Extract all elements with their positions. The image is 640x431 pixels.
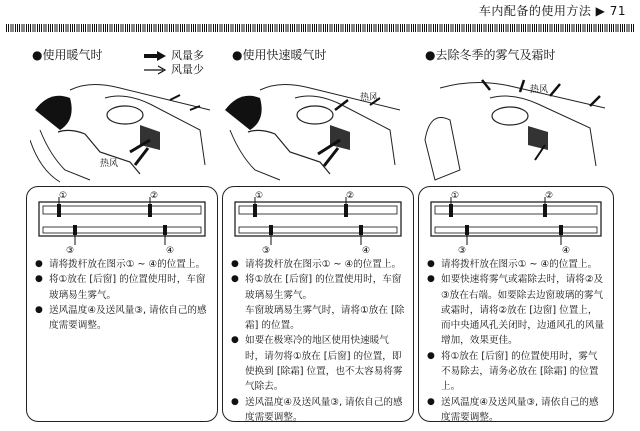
- callout-3: ③: [457, 246, 467, 256]
- bullet-item: ● 请将拨杆放在图示① ~ ④的位置上。: [231, 257, 407, 272]
- bullet-item: ● 将①放在 [后窗] 的位置使用时，雾气不易除去，请务必放在 [除霜] 的位置上。: [427, 349, 607, 395]
- control-panel-diagram-2: [229, 189, 407, 261]
- bullet-item: ● 将①放在 [后窗] 的位置使用时，车窗玻璃易生雾气。: [231, 272, 407, 303]
- instruction-panel-fast-heating: [222, 186, 414, 422]
- bullet-item: ● 送风温度④及送风量③, 请依自己的感度需要调整。: [427, 395, 607, 426]
- callout-2: ②: [345, 191, 355, 201]
- bullet-item: ● 将①放在 [后窗] 的位置使用时，车窗玻璃易生雾气。: [35, 272, 211, 303]
- hot-air-label-3: 热风: [530, 85, 549, 95]
- bullet-item: ● 送风温度④及送风量③, 请依自己的感度需要调整。: [35, 303, 211, 334]
- bullet-item: ● 如要快速将雾气或霜除去时，请将②及③放在右端。如要除去边窗玻璃的雾气或霜时，请将②放在 [边窗] 位置上，而中央通风孔关闭时，边通风孔的风量增加，效果更佳。: [427, 272, 607, 348]
- control-panel-diagram-1: [33, 189, 211, 261]
- legend-less-label: 风量少: [171, 63, 204, 76]
- bullet-list-2: [231, 257, 407, 425]
- control-panel-diagram-3: [425, 189, 607, 261]
- section-title-heating: ●使用暖气时: [32, 48, 103, 62]
- callout-1: ①: [254, 191, 264, 201]
- bullet-item: ● 请将拨杆放在图示① ~ ④的位置上。: [427, 257, 607, 272]
- legend-more-label: 风量多: [171, 49, 204, 62]
- hot-air-label-1: 热风: [100, 159, 119, 169]
- callout-2: ②: [149, 191, 159, 201]
- instruction-panel-heating: [26, 186, 218, 422]
- page-header-title: 车内配备的使用方法 ▶ 71: [478, 4, 626, 18]
- callout-3: ③: [261, 246, 271, 256]
- callout-1: ①: [58, 191, 68, 201]
- bullet-item: ● 送风温度④及送风量③, 请依自己的感度需要调整。: [231, 395, 407, 426]
- callout-1: ①: [450, 191, 460, 201]
- hot-air-label-2: 热风: [360, 93, 379, 103]
- callout-2: ②: [544, 191, 554, 201]
- bullet-list-1: [35, 257, 211, 333]
- bullet-item: ● 如要在极寒冷的地区使用快速暖气时，请勿将①放在 [后窗] 的位置，即使换到 [除霜] 位置，也不太容易将雾气除去。: [231, 333, 407, 394]
- header-rule: [6, 24, 634, 32]
- legend-row-more: [143, 49, 204, 63]
- car-interior-illustration-1: [30, 70, 220, 190]
- bullet-item: ● 请将拨杆放在图示① ~ ④的位置上。: [35, 257, 211, 272]
- section-title-defog: ●去除冬季的雾气及霜时: [425, 48, 556, 62]
- instruction-panel-defog: [418, 186, 614, 422]
- car-interior-illustration-3: [420, 70, 610, 190]
- bullet-continuation: 车窗玻璃易生雾气时，请将①放在 [除霜] 的位置。: [245, 304, 405, 332]
- callout-4: ④: [561, 246, 571, 256]
- thick-arrow-icon: [143, 51, 167, 61]
- car-interior-illustration-2: [220, 70, 410, 190]
- bullet-list-3: [427, 257, 607, 425]
- callout-3: ③: [65, 246, 75, 256]
- section-title-fast-heating: ●使用快速暖气时: [232, 48, 327, 62]
- callout-4: ④: [361, 246, 371, 256]
- callout-4: ④: [165, 246, 175, 256]
